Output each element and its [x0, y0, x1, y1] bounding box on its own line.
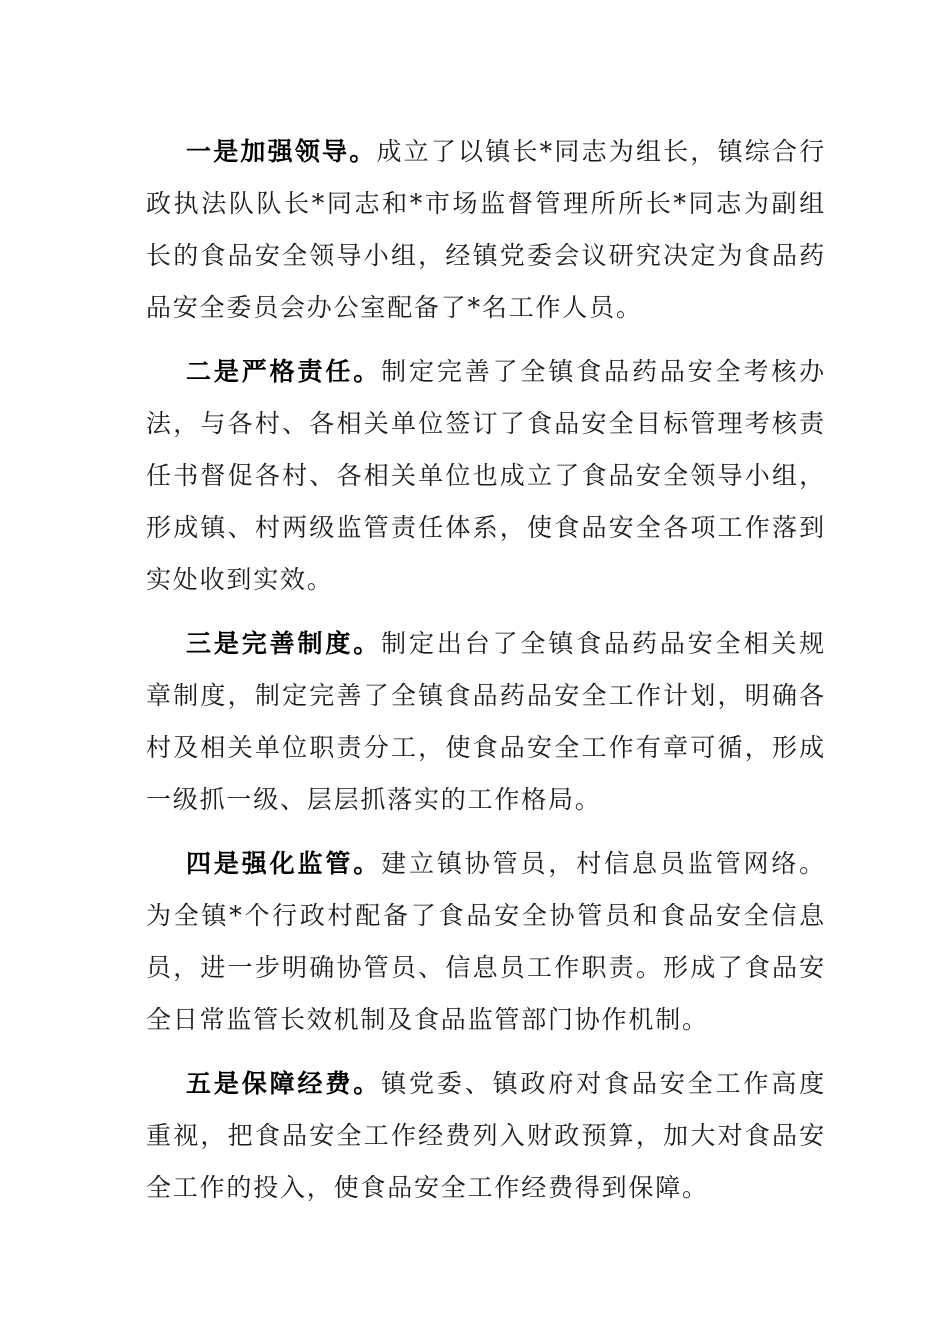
paragraph-responsibility — [146, 346, 826, 606]
paragraph-supervision — [146, 838, 826, 1046]
paragraph-text: 成立了以镇长*同志为组长，镇综合行政执法队队长*同志和*市场监督管理所所长*同志为副组长的食品安全领导小组，经镇党委会议研究决定为食品药品安全委员会办公室配备了*名工作人员。 — [146, 137, 826, 322]
paragraph-heading: 四是强化监管。 — [186, 849, 382, 878]
paragraph-system — [146, 618, 826, 826]
paragraph-text: 建立镇协管员，村信息员监管网络。为全镇*个行政村配备了食品安全协管员和食品安全信息员，进一步明确协管员、信息员工作职责。形成了食品安全日常监管长效机制及食品监管部门协作机制。 — [146, 849, 826, 1034]
paragraph-heading: 二是严格责任。 — [186, 357, 382, 386]
paragraph-leadership — [146, 126, 826, 334]
paragraph-text: 制定出台了全镇食品药品安全相关规章制度，制定完善了全镇食品药品安全工作计划，明确各村及相关单位职责分工，使食品安全工作有章可循，形成一级抓一级、层层抓落实的工作格局。 — [146, 629, 826, 814]
paragraph-heading: 三是完善制度。 — [186, 629, 382, 658]
paragraph-heading: 五是保障经费。 — [186, 1069, 382, 1098]
paragraph-text: 镇党委、镇政府对食品安全工作高度重视，把食品安全工作经费列入财政预算，加大对食品安全工作的投入，使食品安全工作经费得到保障。 — [146, 1069, 826, 1202]
paragraph-funding — [146, 1058, 826, 1214]
paragraph-text: 制定完善了全镇食品药品安全考核办法，与各村、各相关单位签订了食品安全目标管理考核责任书督促各村、各相关单位也成立了食品安全领导小组，形成镇、村两级监管责任体系，使食品安全各项工作落到实处收到实效。 — [146, 357, 826, 594]
document-body — [146, 126, 826, 1226]
paragraph-heading: 一是加强领导。 — [186, 137, 377, 166]
